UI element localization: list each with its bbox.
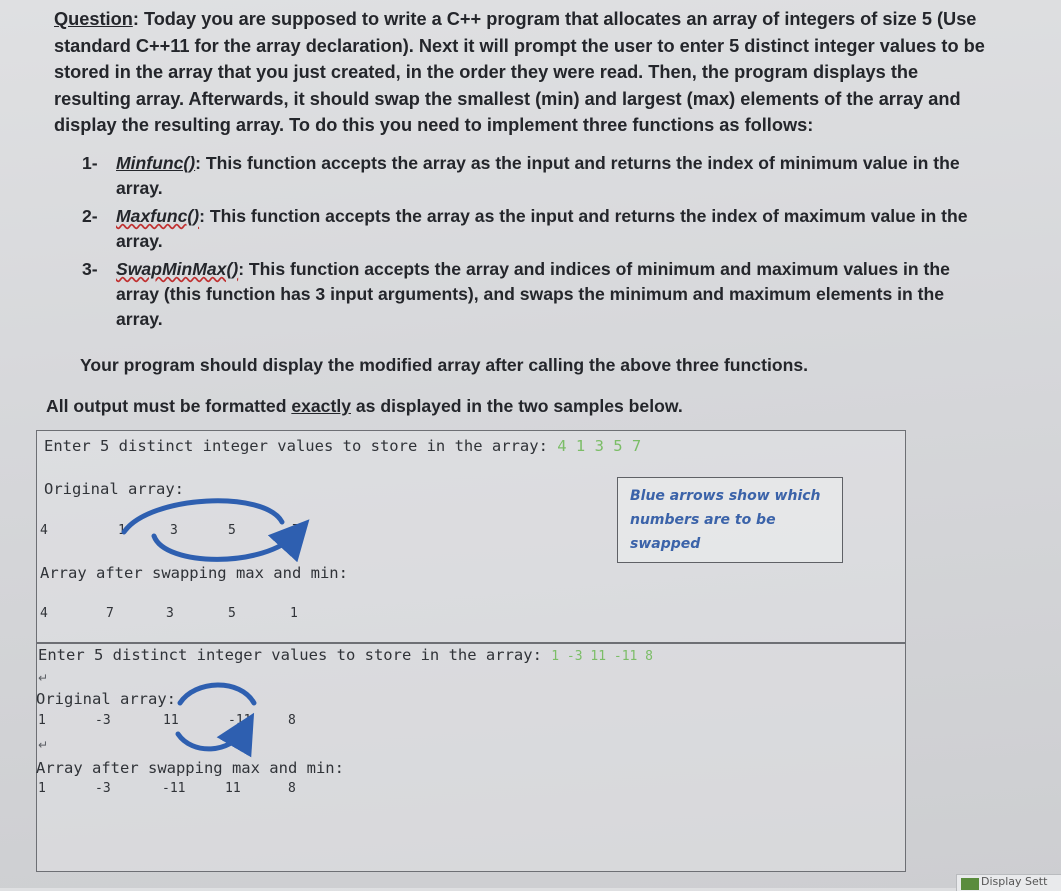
- sample-divider: [36, 642, 906, 644]
- enter-key-icon: ↵: [38, 671, 49, 685]
- sample2-input: 1 -3 11 -11 8: [551, 649, 653, 664]
- sample1-after-label: Array after swapping max and min:: [40, 564, 348, 582]
- function-name: Maxfunc(): [116, 206, 200, 226]
- array-value: 1: [38, 781, 46, 796]
- function-desc: : This function accepts the array and indices of minimum and maximum values in the array (this function has 3 input arguments), and swaps the minimum and maximum elements in the array.: [116, 259, 950, 329]
- array-value: 11: [225, 781, 241, 796]
- sample2-prompt-line: [38, 646, 653, 664]
- array-value: -11: [228, 713, 252, 728]
- array-value: 4: [40, 606, 48, 621]
- array-value: 1: [118, 523, 126, 538]
- sample2-after-label: Array after swapping max and min:: [36, 759, 344, 777]
- sample1-prompt-line: [44, 437, 641, 455]
- output-instruction: [46, 396, 683, 417]
- array-value: 3: [166, 606, 174, 621]
- array-value: 5: [228, 606, 236, 621]
- swap-note-text: Blue arrows show which numbers are to be swapped: [630, 488, 821, 552]
- taskbar-label: Display Sett: [981, 875, 1048, 888]
- array-value: 11: [163, 713, 179, 728]
- question-paragraph: [54, 6, 999, 139]
- sample1-original-label: Original array:: [44, 480, 184, 498]
- function-name: Minfunc(): [116, 153, 196, 173]
- item-number: 3-: [82, 259, 98, 279]
- sample1-input: 4 1 3 5 7: [557, 437, 642, 455]
- array-value: 3: [170, 523, 178, 538]
- function-name: SwapMinMax(): [116, 259, 239, 279]
- display-instruction: Your program should display the modified array after calling the above three functions.: [80, 355, 808, 375]
- sample2-prompt: Enter 5 distinct integer values to store in the array:: [38, 646, 552, 664]
- array-value: 4: [40, 523, 48, 538]
- question-label: Question: [54, 9, 133, 29]
- sample1-prompt: Enter 5 distinct integer values to store in the array:: [44, 437, 558, 455]
- array-value: -11: [162, 781, 186, 796]
- output-text-before: All output must be formatted: [46, 396, 292, 416]
- array-value: 5: [228, 523, 236, 538]
- array-value: 8: [288, 713, 296, 728]
- array-value: -3: [95, 781, 111, 796]
- output-emphasis: exactly: [291, 396, 351, 416]
- array-value: 1: [38, 713, 46, 728]
- item-number: 1-: [82, 153, 98, 173]
- item-number: 2-: [82, 206, 98, 226]
- enter-key-icon: ↵: [38, 738, 49, 752]
- array-value: -3: [95, 713, 111, 728]
- question-text: : Today you are supposed to write a C++ program that allocates an array of integers of size 5 (Use standard C++11 for the array declaration). Next it will prompt the user to enter 5 distinct integer values to be stored in the array that you just created, in the order they were read. Then, the program displays the resulting array. Afterwards, it should swap the smallest (min) and largest (max) elements of the array and display the resulting array. To do this you need to implement three functions as follows:: [54, 9, 985, 135]
- swap-note-box: [617, 477, 843, 563]
- function-desc: : This function accepts the array as the input and returns the index of maximum value in the array.: [116, 206, 968, 251]
- output-text-after: as displayed in the two samples below.: [351, 396, 683, 416]
- array-value: 1: [290, 606, 298, 621]
- array-value: 8: [288, 781, 296, 796]
- display-settings-icon: [961, 878, 979, 890]
- function-desc: : This function accepts the array as the input and returns the index of minimum value in the array.: [116, 153, 960, 198]
- array-value: 7: [106, 606, 114, 621]
- taskbar-corner[interactable]: [956, 874, 1061, 891]
- sample2-original-label: Original array:: [36, 690, 176, 708]
- array-value: 7: [292, 523, 300, 538]
